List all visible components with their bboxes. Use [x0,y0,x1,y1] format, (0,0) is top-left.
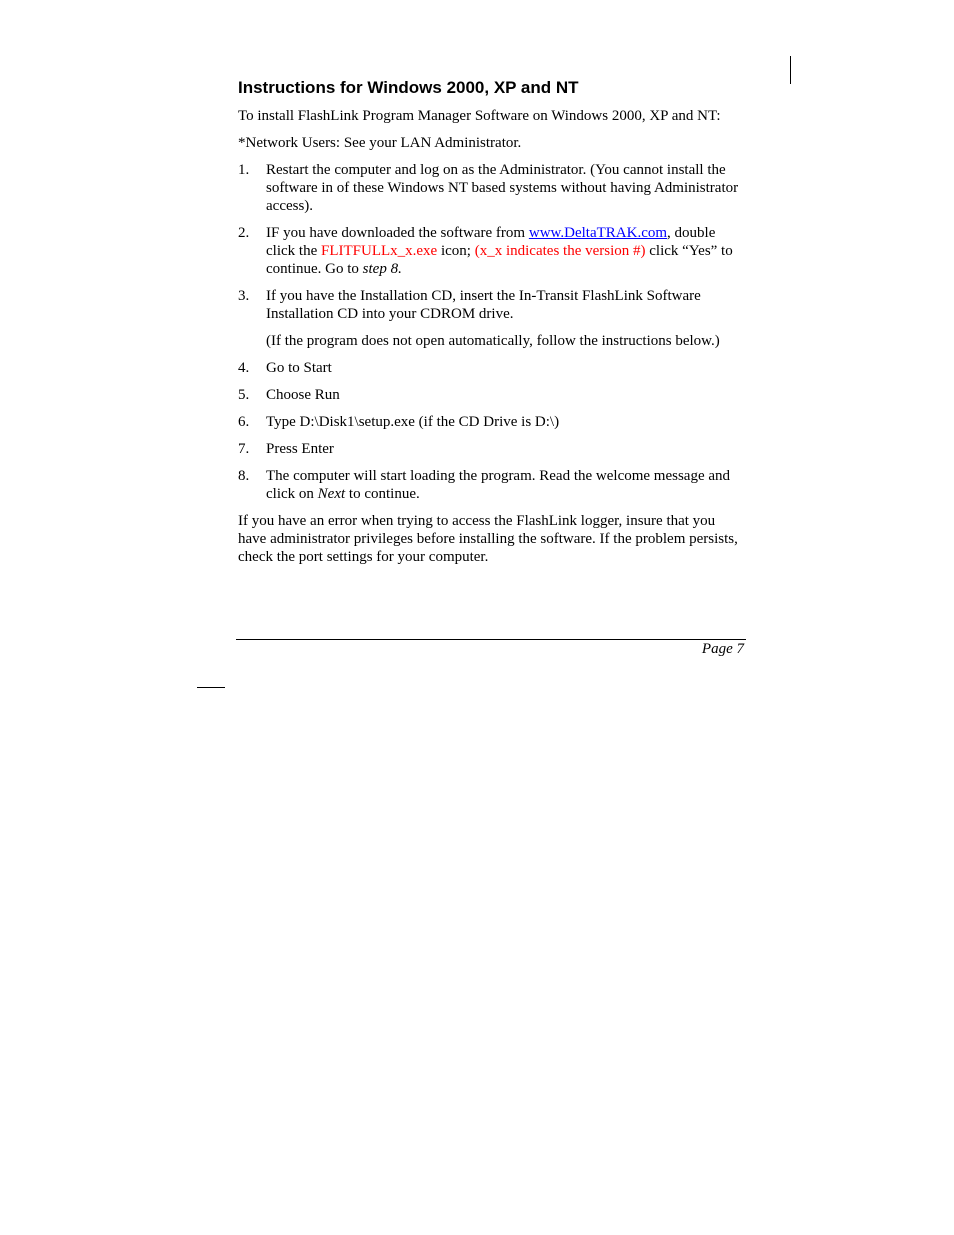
step-reference: step 8. [362,261,402,277]
step-text-part: to continue. [345,486,420,502]
step-number: 7. [238,441,250,457]
steps-list [238,161,746,503]
closing-paragraph: If you have an error when trying to access the FlashLink logger, insure that you have administrator privileges before installing the software. If the problem persists, check the port settings for your computer. [238,513,738,565]
list-item [238,224,746,278]
step-number: 2. [238,225,250,241]
step-text-part: IF you have downloaded the software from [266,225,529,241]
step-number: 8. [238,468,250,484]
network-note: *Network Users: See your LAN Administrator. [238,135,522,151]
step-text-part: The computer will start loading the program. Read the welcome message and click on [266,468,731,502]
list-item [238,287,746,323]
step-text: Press Enter [266,441,334,457]
step-text: Restart the computer and log on as the Administrator. (You cannot install the software in of these Windows NT based systems without having Administrator access). [266,162,739,214]
document-body [238,76,746,566]
version-note: (x_x indicates the version #) [474,243,646,259]
step-text-part: click “Yes” to continue. Go to [266,243,733,277]
step-text: Choose Run [266,387,340,403]
list-item [238,467,746,503]
step-text [266,224,746,278]
step-number: 5. [238,387,250,403]
step-text: Type D:\Disk1\setup.exe (if the CD Drive is D:\) [266,414,560,430]
step-number: 6. [238,414,250,430]
next-emphasis: Next [317,486,346,502]
list-item [238,161,746,215]
step-text: Go to Start [266,360,332,376]
step-text [266,467,746,503]
step-text: If you have the Installation CD, insert the In-Transit FlashLink Software Installation CD into your CDROM drive. [266,288,701,322]
page-number: Page 7 [701,641,744,657]
step-text-part: , double click the [266,225,716,259]
filename-highlight: FLITFULLx_x.exe [320,243,438,259]
list-item [238,440,746,458]
change-bar [790,56,791,84]
list-item [238,413,746,431]
step-number: 1. [238,162,250,178]
corner-rule [197,687,225,688]
step3-note: (If the program does not open automatically, follow the instructions below.) [266,333,720,349]
deltatrak-link[interactable]: www.DeltaTRAK.com [528,225,668,241]
step-number: 4. [238,360,250,376]
step-text-part: icon; [437,243,475,259]
list-item [238,386,746,404]
list-item [238,359,746,377]
step-number: 3. [238,288,250,304]
section-heading: Instructions for Windows 2000, XP and NT [238,78,579,97]
intro-paragraph: To install FlashLink Program Manager Software on Windows 2000, XP and NT: [238,108,721,124]
